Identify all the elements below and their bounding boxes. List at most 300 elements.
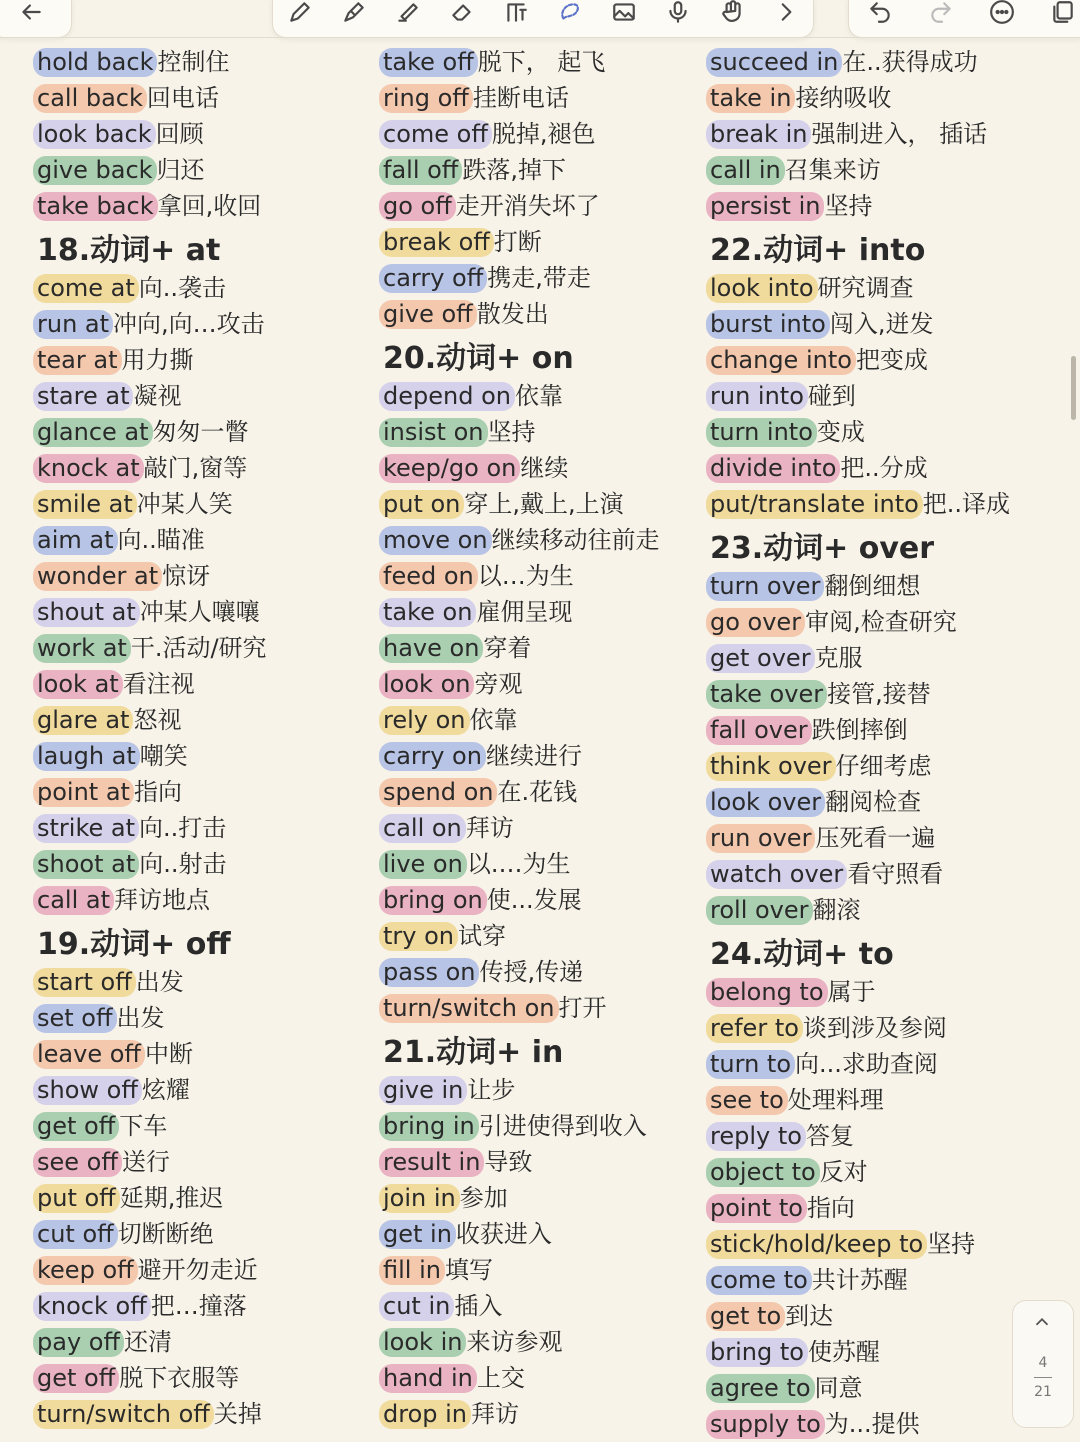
phrasal-verb: pass on — [379, 958, 479, 987]
phrasal-verb: keep/go on — [379, 454, 520, 483]
phrasal-verb: knock at — [33, 454, 144, 483]
meaning-text: 同意 — [814, 1373, 863, 1402]
phrase-entry — [706, 856, 1010, 892]
phrasal-verb: take off — [379, 48, 478, 77]
phrase-entry — [33, 378, 267, 414]
phrasal-verb: object to — [706, 1158, 820, 1187]
phrase-entry — [379, 810, 660, 846]
back-arrow-icon[interactable] — [16, 0, 46, 27]
meaning-text: 炫耀 — [141, 1075, 190, 1104]
phrasal-verb: look into — [706, 274, 818, 303]
meaning-text: 处理料理 — [787, 1085, 884, 1114]
phrasal-verb: start off — [33, 968, 136, 997]
phrasal-verb: rely on — [379, 706, 470, 735]
phrase-entry — [33, 44, 267, 80]
phrasal-verb: insist on — [379, 418, 488, 447]
phrasal-verb: run at — [33, 310, 113, 339]
phrase-entry — [379, 954, 660, 990]
meaning-text: 参加 — [459, 1183, 508, 1212]
phrase-entry — [379, 486, 660, 522]
phrasal-verb: shoot at — [33, 850, 139, 879]
phrasal-verb: cut off — [33, 1220, 118, 1249]
phrasal-verb: turn to — [706, 1050, 795, 1079]
phrase-entry — [33, 630, 267, 666]
phrase-entry — [33, 1324, 267, 1360]
meaning-text: 审阅,检查研究 — [805, 607, 957, 636]
toolbar-center — [272, 0, 814, 38]
phrasal-verb: refer to — [706, 1014, 803, 1043]
phrasal-verb: try on — [379, 922, 458, 951]
phrase-entry — [706, 820, 1010, 856]
meaning-text: 穿着 — [483, 633, 532, 662]
meaning-text: 导致 — [484, 1147, 533, 1176]
phrasal-verb: spend on — [379, 778, 497, 807]
phrase-entry — [33, 1072, 267, 1108]
phrase-entry — [33, 1252, 267, 1288]
toolbar-right — [848, 0, 1080, 38]
phrasal-verb: come to — [706, 1266, 812, 1295]
meaning-text: 打开 — [558, 993, 607, 1022]
phrasal-verb: go over — [706, 608, 805, 637]
phrase-entry — [706, 568, 1010, 604]
phrasal-verb: give back — [33, 156, 157, 185]
phrasal-verb: show off — [33, 1076, 142, 1105]
phrase-entry — [379, 666, 660, 702]
phrase-entry — [33, 522, 267, 558]
phrasal-verb: live on — [379, 850, 467, 879]
meaning-text: 翻阅检查 — [825, 787, 922, 816]
meaning-text: 谈到涉及参阅 — [802, 1013, 947, 1042]
phrasal-verb: belong to — [706, 978, 828, 1007]
meaning-text: 来访参观 — [466, 1327, 563, 1356]
phrasal-verb: take in — [706, 84, 795, 113]
meaning-text: 脱下， 起飞 — [477, 47, 606, 76]
phrase-entry — [33, 1144, 267, 1180]
phrasal-verb: get off — [33, 1364, 119, 1393]
meaning-text: 研究调查 — [817, 273, 914, 302]
lasso-icon[interactable] — [555, 0, 585, 27]
phrasal-verb: carry on — [379, 742, 486, 771]
meaning-text: 以…为生 — [477, 561, 574, 590]
phrase-entry — [706, 188, 1010, 224]
phrase-entry — [706, 1010, 1010, 1046]
meaning-text: 切断断绝 — [117, 1219, 214, 1248]
meaning-text: 以.…为生 — [466, 849, 571, 878]
phrase-entry — [706, 378, 1010, 414]
phrasal-verb: bring in — [379, 1112, 479, 1141]
meaning-text: 冲某人笑 — [136, 489, 233, 518]
meaning-text: 让步 — [467, 1075, 516, 1104]
meaning-text: 依靠 — [469, 705, 518, 734]
phrasal-verb: divide into — [706, 454, 840, 483]
phrase-entry — [379, 918, 660, 954]
meaning-text: 向..打击 — [139, 813, 227, 842]
phrase-entry — [706, 1370, 1010, 1406]
page-indicator[interactable] — [1012, 1300, 1074, 1428]
undo-icon[interactable] — [865, 0, 895, 27]
phrase-entry — [379, 1360, 660, 1396]
meaning-text: 试穿 — [458, 921, 507, 950]
meaning-text: 召集来访 — [784, 155, 881, 184]
meaning-text: 穿上,戴上,上演 — [464, 489, 624, 518]
phrasal-verb: depend on — [379, 382, 515, 411]
meaning-text: 反对 — [819, 1157, 868, 1186]
meaning-text: 控制住 — [157, 47, 230, 76]
eraser-icon[interactable] — [447, 0, 477, 27]
meaning-text: 雇佣呈现 — [476, 597, 573, 626]
meaning-text: 向..袭击 — [138, 273, 227, 302]
phrase-entry — [706, 486, 1010, 522]
section-heading: 19.动词+ off — [37, 927, 231, 962]
phrase-entry — [33, 1396, 267, 1432]
phrase-entry — [33, 964, 267, 1000]
meaning-text: 传授,传递 — [479, 957, 584, 986]
microphone-icon[interactable] — [663, 0, 693, 27]
phrase-entry — [379, 152, 660, 188]
phrase-entry — [379, 702, 660, 738]
meaning-text: 碰到 — [807, 381, 856, 410]
meaning-text: 答复 — [805, 1121, 854, 1150]
meaning-text: 冲某人嚷嚷 — [139, 597, 260, 626]
pen-icon[interactable] — [285, 0, 315, 27]
phrasal-verb: turn/switch off — [33, 1400, 214, 1429]
meaning-text: 上交 — [476, 1363, 525, 1392]
phrasal-verb: keep off — [33, 1256, 138, 1285]
phrasal-verb: put off — [33, 1184, 120, 1213]
phrase-entry — [33, 306, 267, 342]
phrasal-verb: wonder at — [33, 562, 162, 591]
phrasal-verb: shout at — [33, 598, 140, 627]
meaning-text: 强制进入， 插话 — [811, 119, 988, 148]
phrasal-verb: bring on — [379, 886, 487, 915]
toolbar-left — [0, 0, 72, 38]
phrasal-verb: pay off — [33, 1328, 124, 1357]
phrase-entry — [379, 116, 660, 152]
chevron-right-icon[interactable] — [771, 0, 801, 27]
phrasal-verb: bring to — [706, 1338, 808, 1367]
phrase-entry — [706, 974, 1010, 1010]
phrasal-verb: think over — [706, 752, 836, 781]
phrasal-verb: succeed in — [706, 48, 842, 77]
phrase-entry — [33, 810, 267, 846]
meaning-text: 匆匆一瞥 — [152, 417, 249, 446]
meaning-text: 为...提供 — [824, 1409, 920, 1438]
meaning-text: 继续 — [520, 453, 569, 482]
phrasal-verb: come off — [379, 120, 492, 149]
phrasal-verb: get off — [33, 1112, 119, 1141]
meaning-text: 在.花钱 — [497, 777, 578, 806]
phrasal-verb: look over — [706, 788, 825, 817]
phrasal-verb: laugh at — [33, 742, 140, 771]
pages-icon[interactable] — [1048, 0, 1078, 27]
meaning-text: 指向 — [806, 1193, 855, 1222]
meaning-text: 用力撕 — [121, 345, 194, 374]
meaning-text: 走开消失坏了 — [455, 191, 600, 220]
phrasal-verb: glare at — [33, 706, 133, 735]
phrase-entry — [706, 1406, 1010, 1442]
phrase-entry — [706, 604, 1010, 640]
meaning-text: 回电话 — [146, 83, 219, 112]
phrase-entry — [379, 1396, 660, 1432]
phrasal-verb: ring off — [379, 84, 473, 113]
meaning-text: 惊讶 — [162, 561, 211, 590]
phrase-entry — [706, 1154, 1010, 1190]
phrasal-verb: persist in — [706, 192, 824, 221]
phrase-entry — [706, 1118, 1010, 1154]
phrasal-verb: stick/hold/keep to — [706, 1230, 927, 1259]
phrasal-verb: hold back — [33, 48, 157, 77]
meaning-text: 闯入,迸发 — [829, 309, 934, 338]
phrase-entry — [706, 712, 1010, 748]
phrase-entry — [706, 450, 1010, 486]
phrase-entry — [706, 342, 1010, 378]
meaning-text: 脱下衣服等 — [119, 1363, 240, 1392]
meaning-text: 跌落,掉下 — [462, 155, 566, 184]
phrase-entry — [379, 1072, 660, 1108]
meaning-text: 向..瞄准 — [117, 525, 205, 554]
redo-icon[interactable] — [926, 0, 956, 27]
phrasal-verb: go off — [379, 192, 456, 221]
phrase-entry — [706, 1190, 1010, 1226]
page-separator — [1034, 1377, 1052, 1378]
meaning-text: 干.活动/研究 — [130, 633, 267, 662]
phrasal-verb: point at — [33, 778, 134, 807]
meaning-text: 把..译成 — [922, 489, 1011, 518]
phrase-entry — [706, 676, 1010, 712]
meaning-text: 归还 — [156, 155, 205, 184]
phrase-entry — [706, 152, 1010, 188]
phrasal-verb: fall off — [379, 156, 462, 185]
phrase-entry — [379, 774, 660, 810]
marker-icon[interactable] — [339, 0, 369, 27]
section-heading: 24.动词+ to — [710, 937, 894, 972]
phrasal-verb: move on — [379, 526, 492, 555]
phrasal-verb: fall over — [706, 716, 812, 745]
meaning-text: 变成 — [816, 417, 865, 446]
phrase-entry — [33, 666, 267, 702]
phrasal-verb: call in — [706, 156, 785, 185]
meaning-text: 中断 — [144, 1039, 193, 1068]
meaning-text: 指向 — [133, 777, 182, 806]
phrase-entry — [33, 1360, 267, 1396]
phrasal-verb: leave off — [33, 1040, 145, 1069]
phrase-entry — [33, 1108, 267, 1144]
phrasal-verb: turn/switch on — [379, 994, 559, 1023]
meaning-text: 使...发展 — [486, 885, 582, 914]
phrasal-verb: turn over — [706, 572, 824, 601]
phrase-entry — [706, 1226, 1010, 1262]
phrasal-verb: tear at — [33, 346, 122, 375]
phrasal-verb: join in — [379, 1184, 460, 1213]
phrase-entry — [33, 1000, 267, 1036]
phrasal-verb: call back — [33, 84, 147, 113]
image-icon[interactable] — [609, 0, 639, 27]
phrasal-verb: strike at — [33, 814, 139, 843]
meaning-text: 继续移动往前走 — [491, 525, 660, 554]
phrase-entry — [33, 80, 267, 116]
meaning-text: 使苏醒 — [807, 1337, 880, 1366]
phrase-entry — [33, 594, 267, 630]
meaning-text: 敲门,窗等 — [143, 453, 248, 482]
phrase-entry — [33, 188, 267, 224]
phrasal-verb: come at — [33, 274, 139, 303]
meaning-text: 克服 — [814, 643, 863, 672]
meaning-text: 压死看一遍 — [815, 823, 936, 852]
phrasal-verb: reply to — [706, 1122, 806, 1151]
section-heading: 18.动词+ at — [37, 233, 221, 268]
meaning-text: 避开勿走近 — [137, 1255, 258, 1284]
meaning-text: 向...求助查阅 — [795, 1049, 938, 1078]
meaning-text: 拜访地点 — [113, 885, 210, 914]
phrasal-verb: hand in — [379, 1364, 477, 1393]
phrase-entry — [33, 882, 267, 918]
more-icon[interactable] — [987, 0, 1017, 27]
phrasal-verb: take on — [379, 598, 476, 627]
phrase-entry — [706, 748, 1010, 784]
meaning-text: 怒视 — [133, 705, 182, 734]
meaning-text: 关掉 — [213, 1399, 262, 1428]
meaning-text: 插入 — [454, 1291, 503, 1320]
meaning-text: 脱掉,褪色 — [491, 119, 596, 148]
phrasal-verb: turn into — [706, 418, 817, 447]
phrasal-verb: result in — [379, 1148, 484, 1177]
phrasal-verb: glance at — [33, 418, 153, 447]
scrollbar-thumb[interactable] — [1071, 356, 1076, 420]
phrasal-verb: agree to — [706, 1374, 815, 1403]
phrasal-verb: look on — [379, 670, 474, 699]
phrase-entry — [379, 1324, 660, 1360]
phrase-entry — [706, 1334, 1010, 1370]
section-heading: 21.动词+ in — [383, 1035, 564, 1070]
phrasal-verb: run into — [706, 382, 808, 411]
phrase-entry — [379, 1216, 660, 1252]
phrase-entry — [706, 640, 1010, 676]
phrase-entry — [33, 702, 267, 738]
phrase-entry — [379, 558, 660, 594]
notes-column-3 — [706, 44, 1010, 1442]
phrase-entry — [379, 522, 660, 558]
meaning-text: 凝视 — [133, 381, 182, 410]
phrase-entry — [706, 270, 1010, 306]
hand-icon[interactable] — [717, 0, 747, 27]
meaning-text: 属于 — [827, 977, 876, 1006]
toolbar-divider — [0, 37, 1080, 38]
meaning-text: 共计苏醒 — [811, 1265, 908, 1294]
meaning-text: 继续进行 — [485, 741, 582, 770]
phrase-entry — [33, 1036, 267, 1072]
meaning-text: 引进使得到收入 — [478, 1111, 647, 1140]
meaning-text: 看守照看 — [847, 859, 944, 888]
phrase-entry — [379, 1252, 660, 1288]
meaning-text: 拜访 — [471, 1399, 519, 1428]
meaning-text: 翻滚 — [812, 895, 861, 924]
meaning-text: 坚持 — [487, 417, 536, 446]
phrase-entry — [379, 1144, 660, 1180]
meaning-text: 收获进入 — [455, 1219, 552, 1248]
total-page-count: 21 — [1034, 1384, 1052, 1400]
meaning-text: 回顾 — [155, 119, 204, 148]
meaning-text: 坚持 — [824, 191, 873, 220]
phrase-entry — [379, 630, 660, 666]
meaning-text: 打断 — [493, 227, 542, 256]
phrasal-verb: give off — [379, 300, 477, 329]
meaning-text: 出发 — [116, 1003, 165, 1032]
phrase-entry — [379, 882, 660, 918]
phrase-entry — [33, 1216, 267, 1252]
phrase-entry — [379, 1108, 660, 1144]
phrasal-verb: get to — [706, 1302, 785, 1331]
meaning-text: 拿回,收回 — [157, 191, 262, 220]
phrasal-verb: look back — [33, 120, 156, 149]
phrase-entry — [706, 784, 1010, 820]
phrase-entry — [706, 1046, 1010, 1082]
phrase-entry — [33, 738, 267, 774]
phrasal-verb: set off — [33, 1004, 117, 1033]
meaning-text: 把变成 — [855, 345, 928, 374]
phrase-entry — [379, 594, 660, 630]
phrase-entry — [379, 450, 660, 486]
current-page-number: 4 — [1038, 1355, 1048, 1371]
phrase-entry — [706, 414, 1010, 450]
phrasal-verb: stare at — [33, 382, 133, 411]
phrase-entry — [379, 224, 660, 260]
phrase-entry — [379, 1288, 660, 1324]
meaning-text: 嘲笑 — [139, 741, 188, 770]
phrase-entry — [706, 1262, 1010, 1298]
meaning-text: 挂断电话 — [472, 83, 569, 112]
phrasal-verb: look in — [379, 1328, 466, 1357]
meaning-text: 到达 — [785, 1301, 834, 1330]
phrase-entry — [706, 44, 1010, 80]
phrase-entry — [33, 774, 267, 810]
meaning-text: 依靠 — [514, 381, 563, 410]
meaning-text: 向..射击 — [139, 849, 227, 878]
meaning-text: 出发 — [135, 967, 184, 996]
chevron-up-icon[interactable] — [1031, 1311, 1055, 1335]
meaning-text: 翻倒细想 — [824, 571, 921, 600]
phrasal-verb: get over — [706, 644, 815, 673]
phrase-entry — [706, 1082, 1010, 1118]
phrase-entry — [33, 116, 267, 152]
phrasal-verb: roll over — [706, 896, 813, 925]
phrasal-verb: take over — [706, 680, 827, 709]
phrasal-verb: smile at — [33, 490, 137, 519]
meaning-text: 拜访 — [465, 813, 514, 842]
phrasal-verb: watch over — [706, 860, 847, 889]
phrasal-verb: cut in — [379, 1292, 454, 1321]
phrase-entry — [706, 306, 1010, 342]
phrase-entry — [379, 378, 660, 414]
meaning-text: 把..分成 — [840, 453, 928, 482]
phrasal-verb: work at — [33, 634, 131, 663]
highlighter-icon[interactable] — [393, 0, 423, 27]
phrasal-verb: run over — [706, 824, 815, 853]
meaning-text: 还清 — [124, 1327, 172, 1356]
meaning-text: 看注视 — [122, 669, 195, 698]
phrasal-verb: knock off — [33, 1292, 151, 1321]
phrase-entry — [379, 188, 660, 224]
phrasal-verb: see off — [33, 1148, 122, 1177]
phrase-entry — [33, 558, 267, 594]
meaning-text: 散发出 — [476, 299, 549, 328]
phrase-entry — [379, 990, 660, 1026]
phrasal-verb: burst into — [706, 310, 830, 339]
meaning-text: 坚持 — [927, 1229, 976, 1258]
phrase-entry — [706, 80, 1010, 116]
text-tool-icon[interactable] — [501, 0, 531, 27]
phrasal-verb: point to — [706, 1194, 807, 1223]
phrasal-verb: supply to — [706, 1410, 825, 1439]
